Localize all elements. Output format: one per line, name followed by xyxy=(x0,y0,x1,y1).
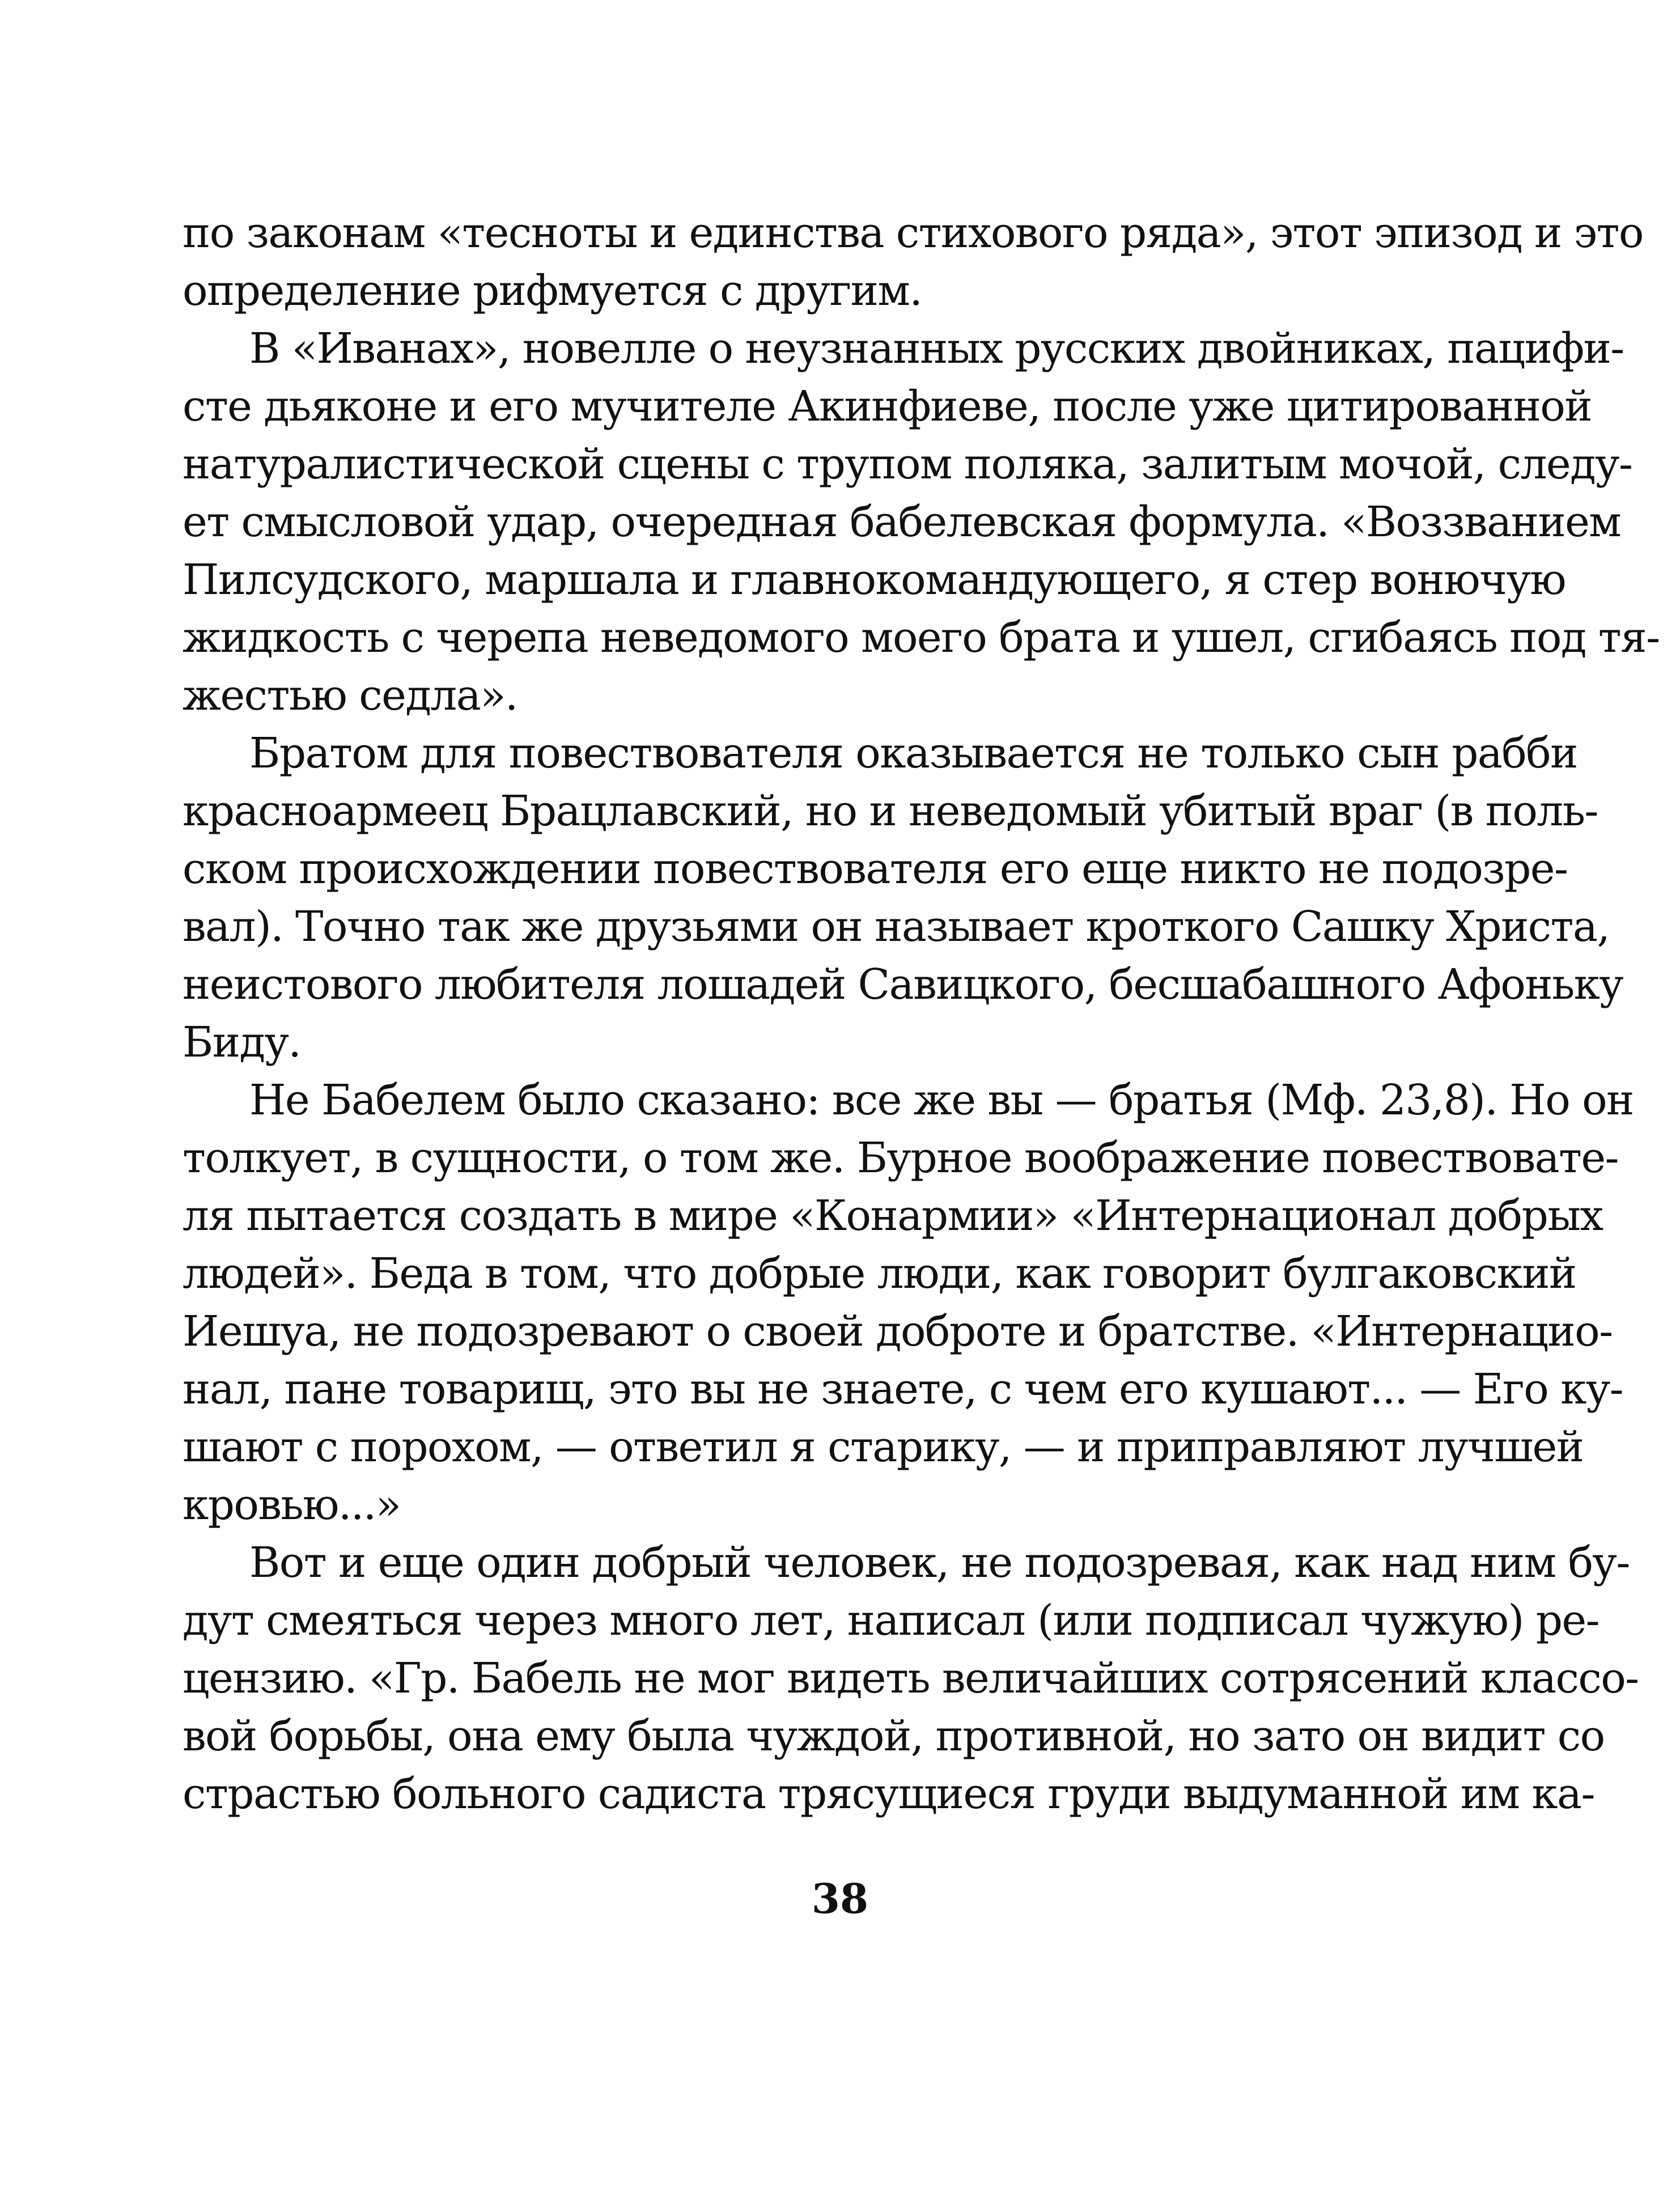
paragraph-first-line: В «Иванах», новелле о неузнанных русских двойниках, пацифи- xyxy=(249,324,1624,373)
text-line: дут смеяться через много лет, написал (или подписал чужую) ре- xyxy=(183,1596,1600,1645)
page-number: 38 xyxy=(811,1874,869,1923)
text-line: красноармеец Брацлавский, но и неведомый убитый враг (в поль- xyxy=(183,787,1598,835)
body-text xyxy=(183,204,1660,1823)
text-line: Иешуа, не подозревают о своей доброте и братстве. «Интернацио- xyxy=(183,1307,1613,1356)
text-line: Биду. xyxy=(183,1018,301,1067)
text-line: цензию. «Гр. Бабель не мог видеть величайших сотрясений классо- xyxy=(183,1654,1639,1703)
text-line: неистового любителя лошадей Савицкого, бесшабашного Афоньку xyxy=(183,960,1623,1009)
text-line: страстью больного садиста трясущиеся груди выдуманной им ка- xyxy=(183,1770,1594,1818)
text-line: кровью...» xyxy=(183,1481,401,1529)
text-line: людей». Беда в том, что добрые люди, как говорит булгаковский xyxy=(183,1249,1576,1298)
paragraph-first-line: Братом для повествователя оказывается не только сын рабби xyxy=(249,729,1577,778)
text-line: жестью седла». xyxy=(183,671,517,720)
text-line: шают с порохом, — ответил я старику, — и приправляют лучшей xyxy=(183,1423,1584,1471)
text-line: вой борьбы, она ему была чуждой, противной, но зато он видит со xyxy=(183,1712,1605,1761)
paragraph-first-line: Не Бабелем было сказано: все же вы — братья (Мф. 23,8). Но он xyxy=(249,1076,1634,1125)
paragraph-first-line: Вот и еще один добрый человек, не подозревая, как над ним бу- xyxy=(249,1538,1630,1587)
text-line: ля пытается создать в мире «Конармии» «Интернационал добрых xyxy=(183,1191,1603,1240)
text-line: сте дьяконе и его мучителе Акинфиеве, после уже цитированной xyxy=(183,382,1592,431)
text-line: ет смысловой удар, очередная бабелевская формула. «Воззванием xyxy=(183,498,1621,546)
text-line: толкует, в сущности, о том же. Бурное воображение повествовате- xyxy=(183,1134,1618,1182)
text-line: жидкость с черепа неведомого моего брата и ушел, сгибаясь под тя- xyxy=(183,613,1660,662)
text-line: определение рифмуется с другим. xyxy=(183,266,922,315)
text-line: ском происхождении повествователя его еще никто не подозре- xyxy=(183,845,1568,893)
text-line: нал, пане товарищ, это вы не знаете, с чем его кушают... — Его ку- xyxy=(183,1365,1623,1414)
text-line: Пилсудского, маршала и главнокомандующего, я стер вонючую xyxy=(183,555,1566,604)
text-line: вал). Точно так же друзьями он называет кроткого Сашку Христа, xyxy=(183,902,1610,951)
text-line: натуралистической сцены с трупом поляка, залитым мочой, следу- xyxy=(183,440,1632,489)
text-line: по законам «тесноты и единства стихового ряда», этот эпизод и это xyxy=(183,209,1643,257)
